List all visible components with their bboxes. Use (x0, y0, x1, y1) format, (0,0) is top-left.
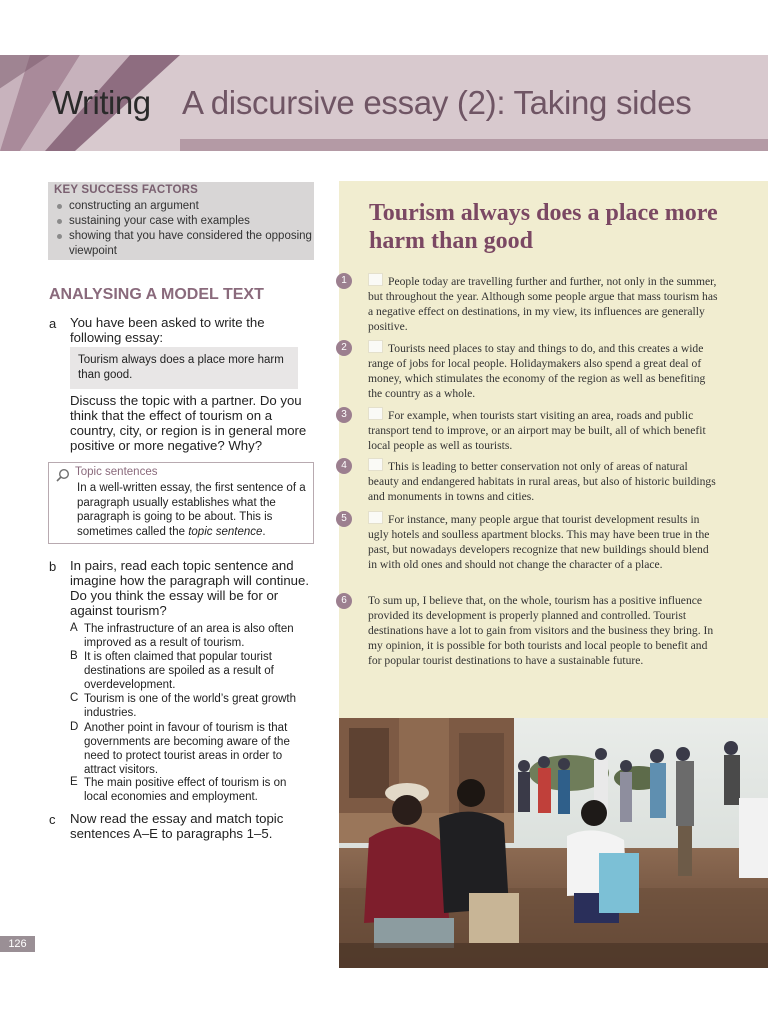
page-number: 126 (0, 936, 35, 952)
key-success-list (54, 199, 312, 259)
exercise-b-letter: b (49, 559, 57, 574)
paragraph-text: This is leading to better conservation not only of areas of natural beauty and endangered habitats in rural areas, but also of historic buildings and monuments in towns and cities. (368, 460, 716, 503)
page-title: A discursive essay (2): Taking sides (182, 84, 692, 121)
article-paragraph (368, 511, 720, 572)
tip-text-main: In a well-written essay, the first sentence of a paragraph usually establishes what the paragraph is going to be about. This is sometimes called the (77, 482, 306, 538)
paragraph-text: For instance, many people argue that tourist development results in ugly hotels and soulless apartment blocks. This may have been true in the past, but nowadays developers recognize that new buildings should blend in with old ones and should not change the character of a place. (368, 513, 710, 571)
paragraph-number: 5 (336, 511, 352, 527)
answer-gap[interactable] (368, 458, 383, 471)
option-text: It is often claimed that popular tourist destinations are spoiled as a result of overdevelopment. (84, 651, 274, 691)
exercise-a-instruction: You have been asked to write the following essay: (70, 315, 265, 345)
article-title: Tourism always does a place more harm than good (369, 200, 718, 254)
answer-gap[interactable] (368, 407, 383, 420)
paragraph-number: 4 (336, 458, 352, 474)
article-paragraph (368, 407, 720, 453)
key-success-item: constructing an argument (54, 199, 312, 214)
answer-gap[interactable] (368, 511, 383, 524)
article-paragraph (368, 340, 720, 401)
option-text: The infrastructure of an area is also often improved as a result of tourism. (84, 623, 294, 649)
tip-text-italic: topic sentence (188, 525, 263, 538)
essay-prompt-text: Tourism always does a place more harm than good. (78, 354, 284, 381)
paragraph-text: To sum up, I believe that, on the whole, tourism has a positive influence provided its development is properly planned and controlled. Tourist destinations have a lot to gain from visitors and the business they bring. In my opinion, it is possible for both tourists and local people to benefit and for popular tourist destinations to have a sustainable future. (368, 594, 714, 667)
paragraph-number: 3 (336, 407, 352, 423)
key-success-item: sustaining your case with examples (54, 214, 312, 229)
option-text: Tourism is one of the world’s great growth industries. (84, 693, 296, 719)
answer-gap[interactable] (368, 273, 383, 286)
section-label: Writing (52, 84, 151, 121)
tip-text (77, 481, 309, 539)
option-letter: B (70, 650, 78, 662)
key-success-title: KEY SUCCESS FACTORS (54, 184, 198, 196)
option-letter: C (70, 692, 79, 704)
tip-title: Topic sentences (75, 466, 158, 478)
paragraph-number: 2 (336, 340, 352, 356)
article-paragraph (368, 273, 720, 334)
option-text: Another point in favour of tourism is that governments are becoming aware of the need to protect tourist areas in order to attract visitors. (84, 722, 290, 776)
key-success-item: showing that you have considered the opposing viewpoint (54, 229, 312, 259)
option-text: The main positive effect of tourism is on local economies and employment. (84, 777, 287, 803)
answer-gap[interactable] (368, 340, 383, 353)
option-letter: A (70, 622, 78, 634)
tourists-photo (339, 718, 768, 968)
paragraph-text: Tourists need places to stay and things to do, and this creates a wide range of jobs for local people. Holidaymakers also spend a great deal of money, which stimulates the economy of the region as well as benefiting the country as a whole. (368, 342, 706, 400)
tip-text-end: . (262, 525, 266, 538)
exercise-a-discussion: Discuss the topic with a partner. Do you think that the effect of tourism on a country, city, or region is in general more positive or more negative? Why? (70, 393, 307, 453)
article-paragraph (368, 593, 720, 668)
paragraph-number: 1 (336, 273, 352, 289)
paragraph-number: 6 (336, 593, 352, 609)
paragraph-text: People today are travelling further and further, not only in the summer, but throughout the year. Although some people argue that mass tourism has a negative effect on destinations, in my view, its influences are generally positive. (368, 275, 718, 333)
exercise-a-letter: a (49, 316, 57, 331)
section-heading: ANALYSING A MODEL TEXT (49, 286, 264, 303)
exercise-b-instruction: In pairs, read each topic sentence and imagine how the paragraph will continue. Do you think the essay will be for or against tourism? (70, 558, 309, 618)
option-letter: E (70, 776, 78, 788)
exercise-c-letter: c (49, 812, 56, 827)
article-paragraph (368, 458, 720, 504)
exercise-c-instruction: Now read the essay and match topic sentences A–E to paragraphs 1–5. (70, 811, 284, 841)
banner-underline (180, 139, 768, 151)
magnifier-icon (56, 468, 70, 482)
option-letter: D (70, 721, 79, 733)
paragraph-text: For example, when tourists start visiting an area, roads and public transport tend to improve, or an airport may be built, all of which benefit local people as well as tourists. (368, 409, 706, 452)
